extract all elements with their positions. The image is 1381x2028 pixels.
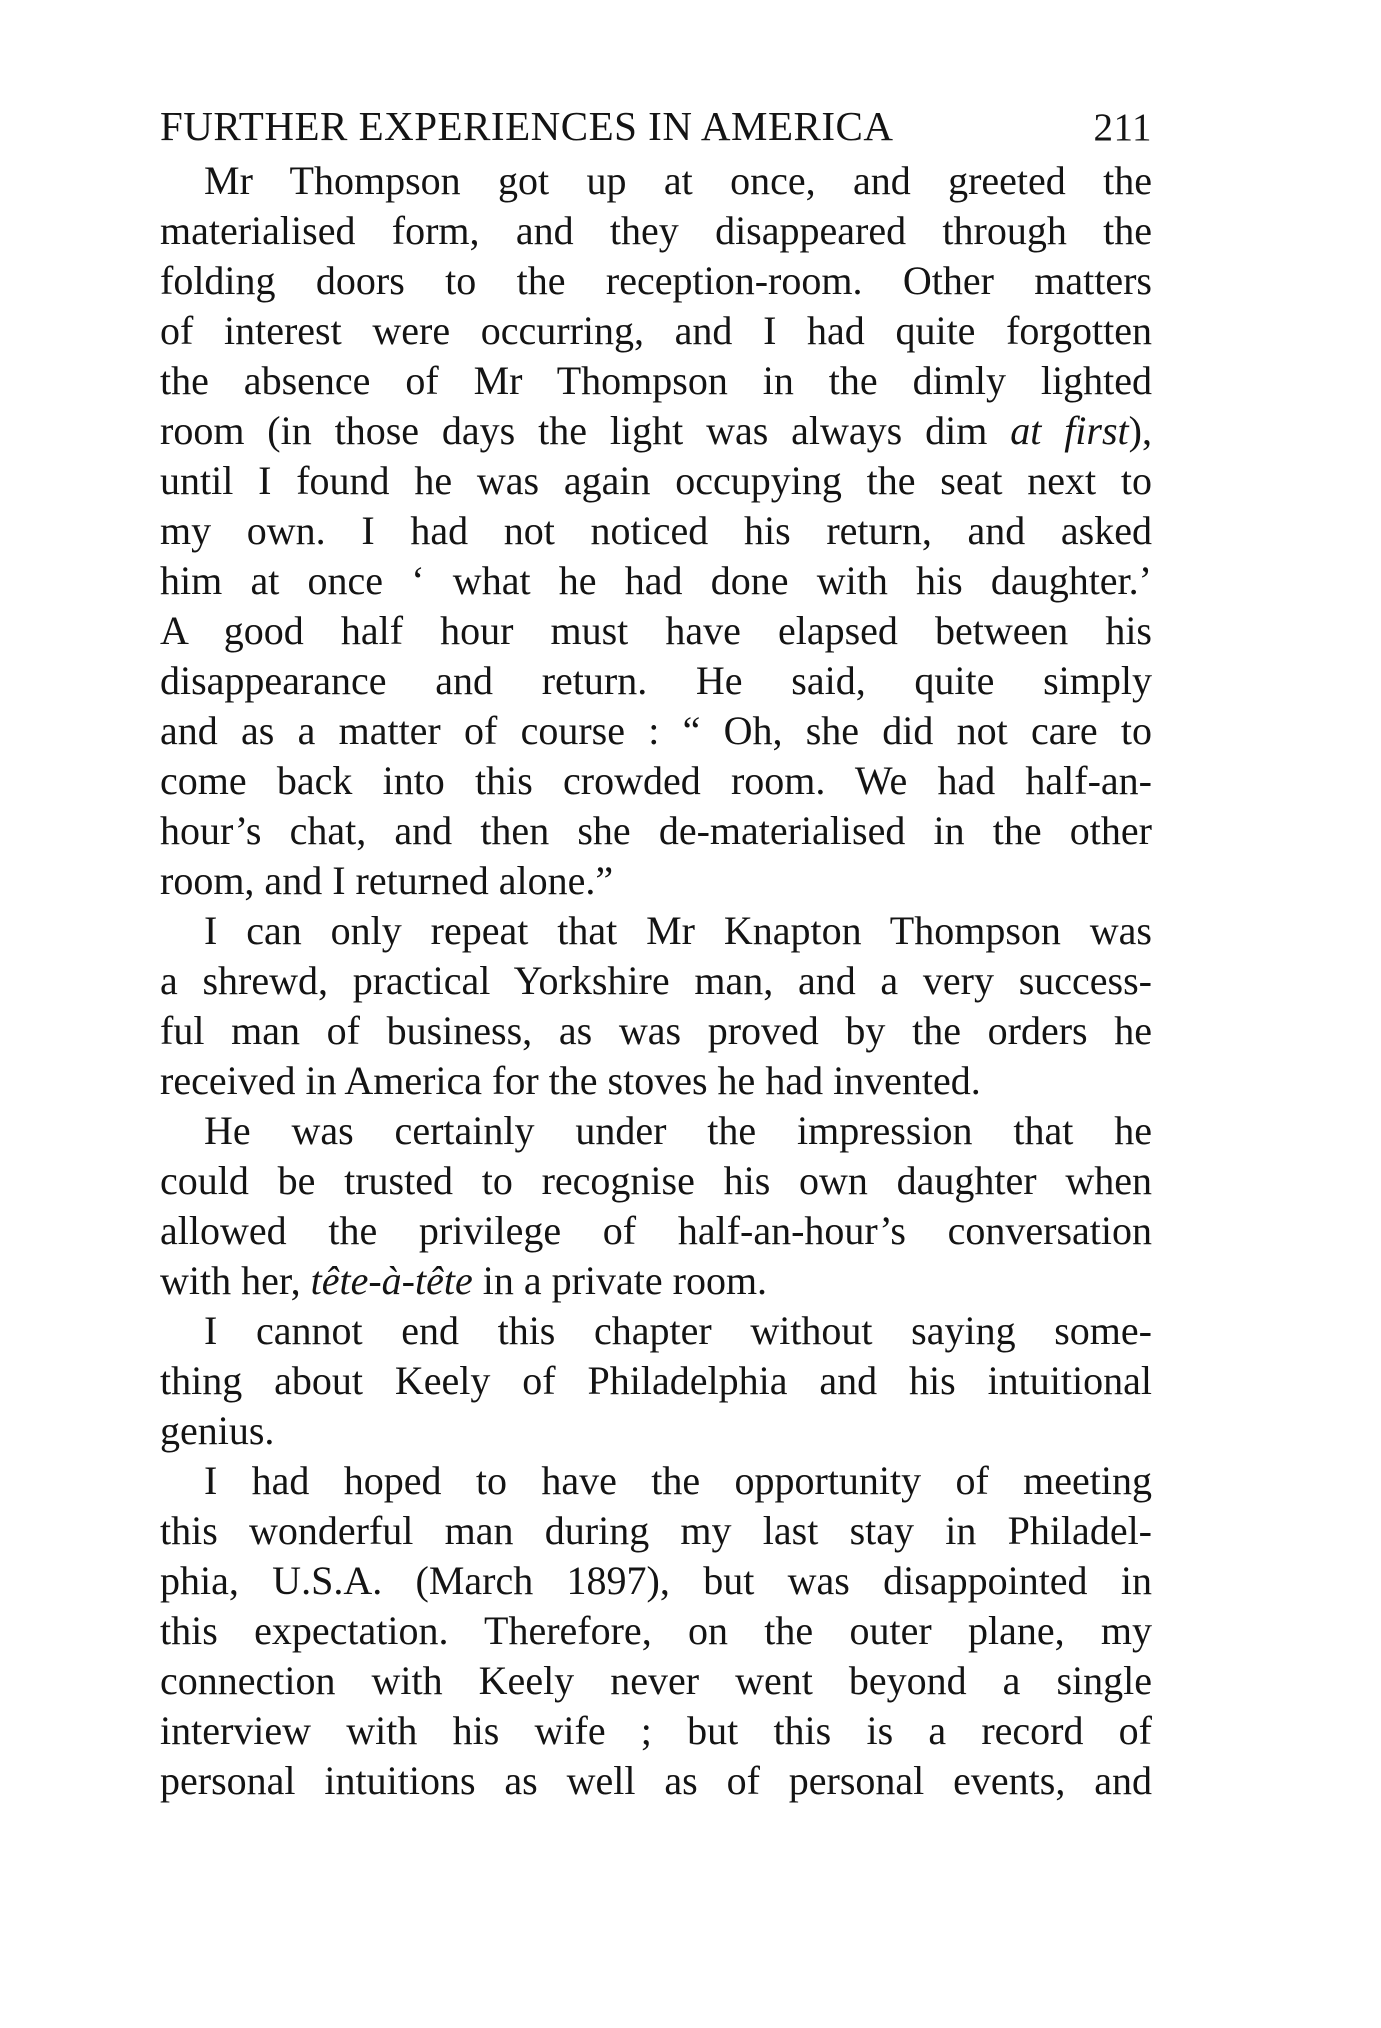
text-line: room, and I returned alone.” xyxy=(160,858,614,903)
text-line: phia, U.S.A. (March 1897), but was disappointed in xyxy=(160,1558,1152,1603)
text-line: I cannot end this chapter without saying some- xyxy=(204,1308,1152,1353)
text-line-with-italic: room (in those days the light was always dim at first), xyxy=(160,408,1152,453)
text-line: until I found he was again occupying the seat next to xyxy=(160,458,1152,503)
text-line: A good half hour must have elapsed between his xyxy=(160,608,1152,653)
text-line: ful man of business, as was proved by the orders he xyxy=(160,1008,1152,1053)
text-line: him at once ‘ what he had done with his daughter.’ xyxy=(160,558,1152,603)
text-line: interview with his wife ; but this is a record of xyxy=(160,1708,1152,1753)
text-line: Mr Thompson got up at once, and greeted the xyxy=(204,158,1152,203)
text-line: I had hoped to have the opportunity of meeting xyxy=(204,1458,1152,1503)
text-line: a shrewd, practical Yorkshire man, and a very success- xyxy=(160,958,1152,1003)
running-head xyxy=(160,100,1152,154)
text-line: He was certainly under the impression that he xyxy=(204,1108,1152,1153)
book-page xyxy=(160,100,1152,1806)
text-line: allowed the privilege of half-an-hour’s conversation xyxy=(160,1208,1152,1253)
text-line: thing about Keely of Philadelphia and his intuitional xyxy=(160,1358,1152,1403)
text-line: of interest were occurring, and I had quite forgotten xyxy=(160,308,1152,353)
text-line: this wonderful man during my last stay in Philadel- xyxy=(160,1508,1152,1553)
text-line: disappearance and return. He said, quite simply xyxy=(160,658,1152,703)
text-line: and as a matter of course : “ Oh, she did not care to xyxy=(160,708,1152,753)
text-line: materialised form, and they disappeared through the xyxy=(160,208,1152,253)
page-number: 211 xyxy=(1093,106,1152,149)
body-text xyxy=(160,156,1152,1806)
text-line: connection with Keely never went beyond a single xyxy=(160,1658,1152,1703)
text-line: this expectation. Therefore, on the outer plane, my xyxy=(160,1608,1152,1653)
italic-phrase: at first xyxy=(1010,408,1129,453)
text-line-with-italic: with her, tête-à-tête in a private room. xyxy=(160,1258,768,1303)
text-line: received in America for the stoves he had invented. xyxy=(160,1058,981,1103)
running-head-title: FURTHER EXPERIENCES IN AMERICA xyxy=(160,103,894,149)
text-line: hour’s chat, and then she de-materialised in the other xyxy=(160,808,1152,853)
text-line: folding doors to the reception-room. Other matters xyxy=(160,258,1152,303)
text-line: personal intuitions as well as of personal events, and xyxy=(160,1758,1152,1803)
text-line: could be trusted to recognise his own daughter when xyxy=(160,1158,1152,1203)
text-line: I can only repeat that Mr Knapton Thompson was xyxy=(204,908,1152,953)
text-line: the absence of Mr Thompson in the dimly lighted xyxy=(160,358,1152,403)
text-line: come back into this crowded room. We had half-an- xyxy=(160,758,1152,803)
italic-phrase: tête-à-tête xyxy=(310,1258,473,1303)
text-line: genius. xyxy=(160,1408,275,1453)
text-line: my own. I had not noticed his return, and asked xyxy=(160,508,1152,553)
